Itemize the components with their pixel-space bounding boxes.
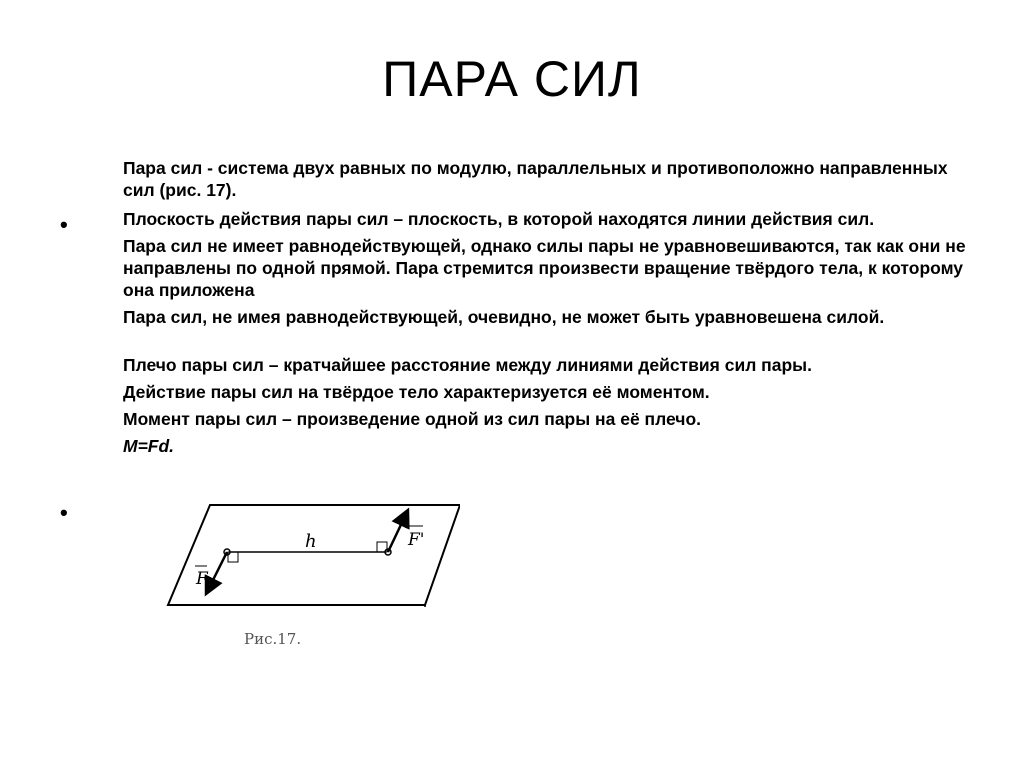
paragraph-no-resultant: Пара сил не имеет равнодействующей, однако силы пары не уравновешиваются, так как они не направлены по одной прямой. Пара стремится произвести вращение твёрдого тела, к которому она приложена	[123, 236, 966, 300]
paragraph-no-balance: Пара сил, не имея равнодействующей, очевидно, не может быть уравновешена силой.	[123, 307, 885, 327]
bullet-marker: •	[60, 212, 68, 237]
force-f-arrow	[207, 552, 227, 592]
force-f-prime-arrow	[388, 512, 407, 552]
paragraph-arm: Плечо пары сил – кратчайшее расстояние между линиями действия сил пары.	[123, 355, 812, 375]
bullet-marker: •	[60, 500, 68, 525]
stray-dot	[424, 605, 426, 607]
slide-title: ПАРА СИЛ	[382, 51, 642, 107]
paragraph-definition: Пара сил - система двух равных по модулю, параллельных и противоположно направленных сил (рис. 17).	[123, 158, 948, 200]
action-plane	[168, 505, 460, 605]
force-couple-diagram	[160, 495, 460, 655]
paragraph-moment-definition: Момент пары сил – произведение одной из сил пары на её плечо.	[123, 409, 702, 429]
paragraph-moment-action: Действие пары сил на твёрдое тело характеризуется её моментом.	[123, 382, 710, 402]
force-f-prime-label: F'	[408, 530, 425, 550]
figure-caption: Рис.17.	[244, 630, 302, 648]
arm-label: h	[305, 531, 317, 552]
moment-formula: M=Fd.	[123, 436, 175, 456]
force-f-label: F	[196, 569, 208, 589]
paragraph-plane: Плоскость действия пары сил – плоскость, в которой находятся линии действия сил.	[123, 209, 875, 229]
